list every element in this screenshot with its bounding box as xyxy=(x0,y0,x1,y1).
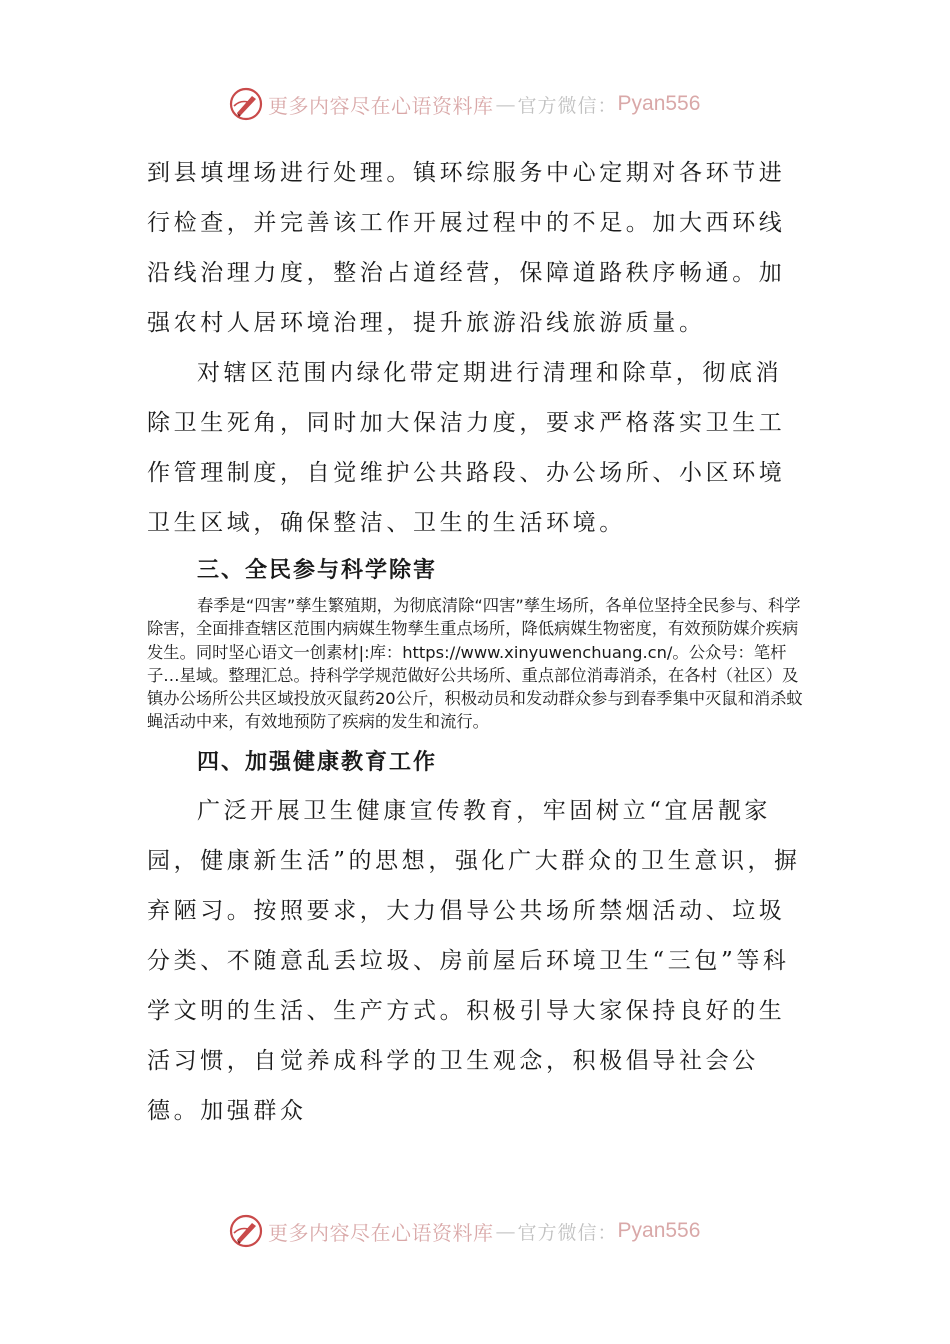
footer-separator: — xyxy=(495,1219,516,1243)
section-heading-4: 四、加强健康教育工作 xyxy=(197,749,438,775)
header-official-label: 官方微信： xyxy=(517,94,618,117)
paragraph-3: 春季是“四害”孳生繁殖期，为彻底清除“四害”孳生场所，各单位坚持全民参与、科学除害，全面排查辖区范围内病媒生物孳生重点场所，降低病媒生物密度，有效预防媒介疾病发生。同时坚心语文一创素材|:库：https://www.xinyuwenchuang.cn/。公众号：笔杆子…星域。整理汇总。持科学学规范做好公共场所、重点部位消毒消杀，在各村（社区）及镇办公场所公共区域投放灭鼠药20公斤，积极动员和发动群众参与到春季集中灭鼠和消杀蚊蝇活动中来，有效地预防了疾病的发生和流行。 xyxy=(147,596,803,732)
paragraph-1: 到县填埋场进行处理。镇环综服务中心定期对各环节进行检查，并完善该工作开展过程中的不足。加大西环线沿线治理力度，整治占道经营，保障道路秩序畅通。加强农村人居环境治理，提升旅游沿线旅游质量。 xyxy=(147,160,786,336)
section-heading-3: 三、全民参与科学除害 xyxy=(197,558,438,583)
paragraph-4: 广泛开展卫生健康宣传教育，牢固树立“宜居靓家园，健康新生活”的思想，强化广大群众的卫生意识，摒弃陋习。按照要求，大力倡导公共场所禁烟活动、垃圾分类、不随意乱丢垃圾、房前屋后环境卫生“三包”等科学文明的生活、生产方式。积极引导大家保持良好的生活习惯，自觉养成科学的卫生观念，积极倡导社会公德。加强群众 xyxy=(147,797,801,1124)
header-brand-text: 更多内容尽在心语资料库 xyxy=(268,93,494,118)
footer-brand-text: 更多内容尽在心语资料库 xyxy=(268,1220,494,1245)
header-banner xyxy=(228,84,748,124)
footer-banner xyxy=(228,1211,748,1251)
footer-official-label: 官方微信： xyxy=(517,1221,618,1244)
document-body xyxy=(147,148,807,1136)
header-wechat-id: Pyan556 xyxy=(617,92,701,115)
header-separator: — xyxy=(495,92,516,116)
paragraph-2: 对辖区范围内绿化带定期进行清理和除草，彻底消除卫生死角，同时加大保洁力度，要求严格落实卫生工作管理制度，自觉维护公共路段、办公场所、小区环境卫生区域，确保整洁、卫生的生活环境。 xyxy=(147,360,786,536)
pen-logo-icon xyxy=(228,86,264,122)
footer-wechat-id: Pyan556 xyxy=(617,1219,701,1242)
pen-logo-icon xyxy=(228,1213,264,1249)
